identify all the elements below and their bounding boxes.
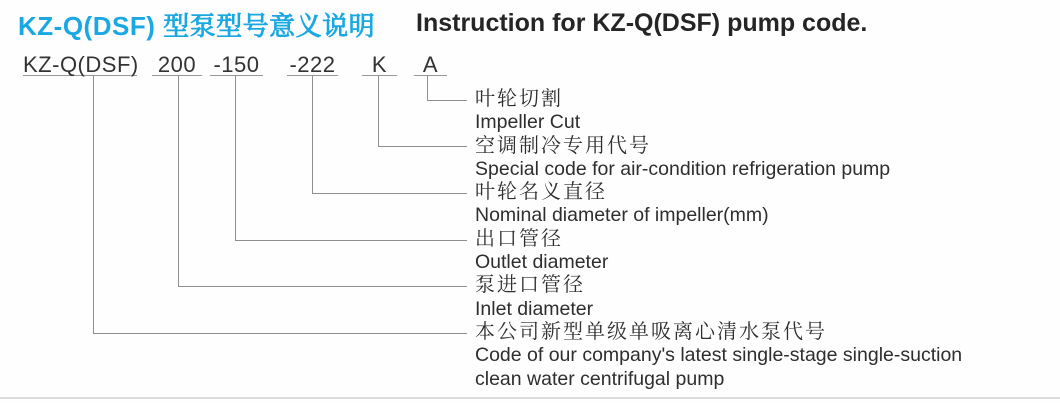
label-group-impeller (475, 181, 962, 228)
label-group-cut (475, 88, 962, 135)
label-en: Special code for air-condition refrigeration pump (475, 157, 891, 180)
label-group-series (475, 321, 962, 391)
code-segment-impeller: -222 (287, 52, 338, 76)
code-segment-series: KZ-Q(DSF) (23, 52, 139, 77)
label-group-outlet (475, 228, 962, 275)
code-segment-inlet: 200 (152, 52, 202, 76)
label-en: Inlet diameter (475, 297, 594, 320)
label-en: Outlet diameter (475, 251, 609, 274)
label-group-aircon (475, 135, 962, 182)
label-zh: 本公司新型单级单吸离心清水泵代号 (475, 320, 827, 343)
label-zh: 出口管径 (475, 227, 563, 250)
label-en: Code of our company's latest single-stage single-suction (475, 344, 963, 367)
label-en: Impeller Cut (475, 111, 581, 134)
label-zh: 叶轮名义直径 (475, 181, 607, 204)
page-title-chinese: KZ-Q(DSF) 型泵型号意义说明 (18, 11, 376, 41)
label-group-inlet (475, 274, 962, 321)
code-segment-cut: A (414, 52, 447, 76)
label-en: Nominal diameter of impeller(mm) (475, 204, 769, 227)
label-zh: 泵进口管径 (475, 274, 585, 297)
page-title-english: Instruction for KZ-Q(DSF) pump code. (416, 9, 868, 37)
label-zh: 空调制冷专用代号 (475, 134, 651, 157)
code-segment-aircon: K (362, 52, 397, 76)
code-segment-outlet: -150 (210, 52, 263, 76)
label-column (475, 88, 962, 391)
bottom-divider (0, 397, 1060, 399)
label-en: clean water centrifugal pump (475, 367, 725, 390)
connector-line-series (93, 75, 467, 334)
label-zh: 叶轮切割 (475, 88, 563, 110)
